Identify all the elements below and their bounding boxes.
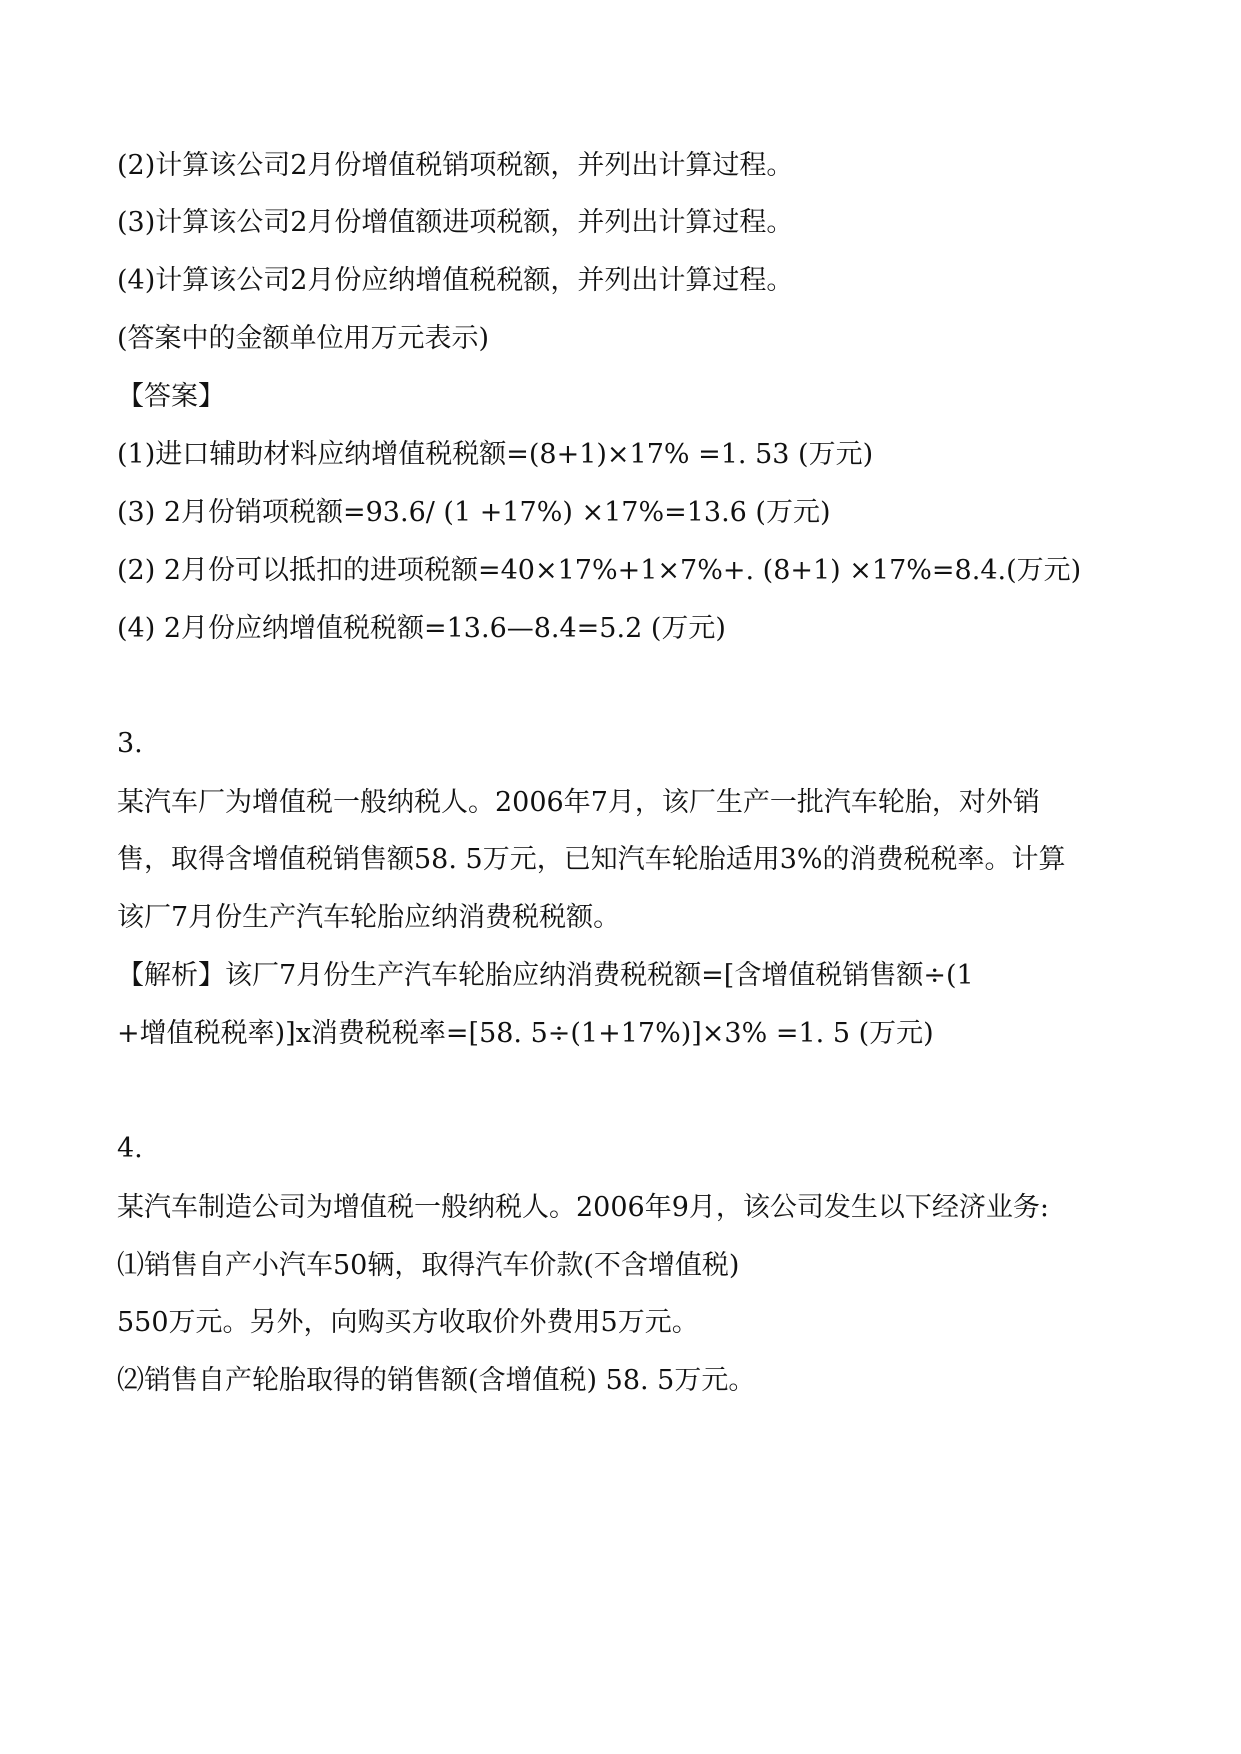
problem-4-line-3: 550万元。另外，向购买方收取价外费用5万元。 [117, 1307, 699, 1338]
section-number-4: 4. [117, 1133, 143, 1164]
problem-4-line-1: 某汽车制造公司为增值税一般纳税人。2006年9月，该公司发生以下经济业务: [117, 1192, 1049, 1223]
answer-line-4: (4) 2月份应纳增值税税额=13.6—8.4=5.2 (万元) [117, 613, 726, 644]
answer-heading: 【答案】 [117, 381, 225, 412]
question-4-line: (4)计算该公司2月份应纳增值税税额，并列出计算过程。 [117, 265, 794, 296]
question-3-line: (3)计算该公司2月份增值额进项税额，并列出计算过程。 [117, 207, 794, 238]
answer-line-2: (3) 2月份销项税额=93.6/ (1 +17%) ×17%=13.6 (万元) [117, 497, 831, 528]
problem-3-line-1: 某汽车厂为增值税一般纳税人。2006年7月，该厂生产一批汽车轮胎，对外销 [117, 787, 1040, 818]
section-number-3: 3. [117, 728, 143, 759]
problem-4-line-4: ⑵销售自产轮胎取得的销售额(含增值税) 58. 5万元。 [117, 1365, 756, 1396]
answer-line-1: (1)进口辅助材料应纳增值税税额=(8+1)×17% =1. 53 (万元) [117, 439, 874, 470]
unit-note: (答案中的金额单位用万元表示) [117, 323, 490, 354]
problem-3-line-3: 该厂7月份生产汽车轮胎应纳消费税税额。 [117, 902, 621, 933]
problem-3-line-2: 售，取得含增值税销售额58. 5万元，已知汽车轮胎适用3%的消费税税率。计算 [117, 844, 1066, 875]
answer-line-3: (2) 2月份可以抵扣的进项税额=40×17%+1×7%+. (8+1) ×17%=8.4.(万元) [117, 555, 1082, 586]
analysis-line-2: +增值税税率)]x消费税税率=[58. 5÷(1+17%)]×3% =1. 5 (万元) [117, 1018, 934, 1049]
problem-4-line-2: ⑴销售自产小汽车50辆，取得汽车价款(不含增值税) [117, 1250, 740, 1281]
question-2-line: (2)计算该公司2月份增值税销项税额，并列出计算过程。 [117, 150, 794, 181]
analysis-line-1: 【解析】该厂7月份生产汽车轮胎应纳消费税税额=[含增值税销售额÷(1 [117, 960, 974, 991]
